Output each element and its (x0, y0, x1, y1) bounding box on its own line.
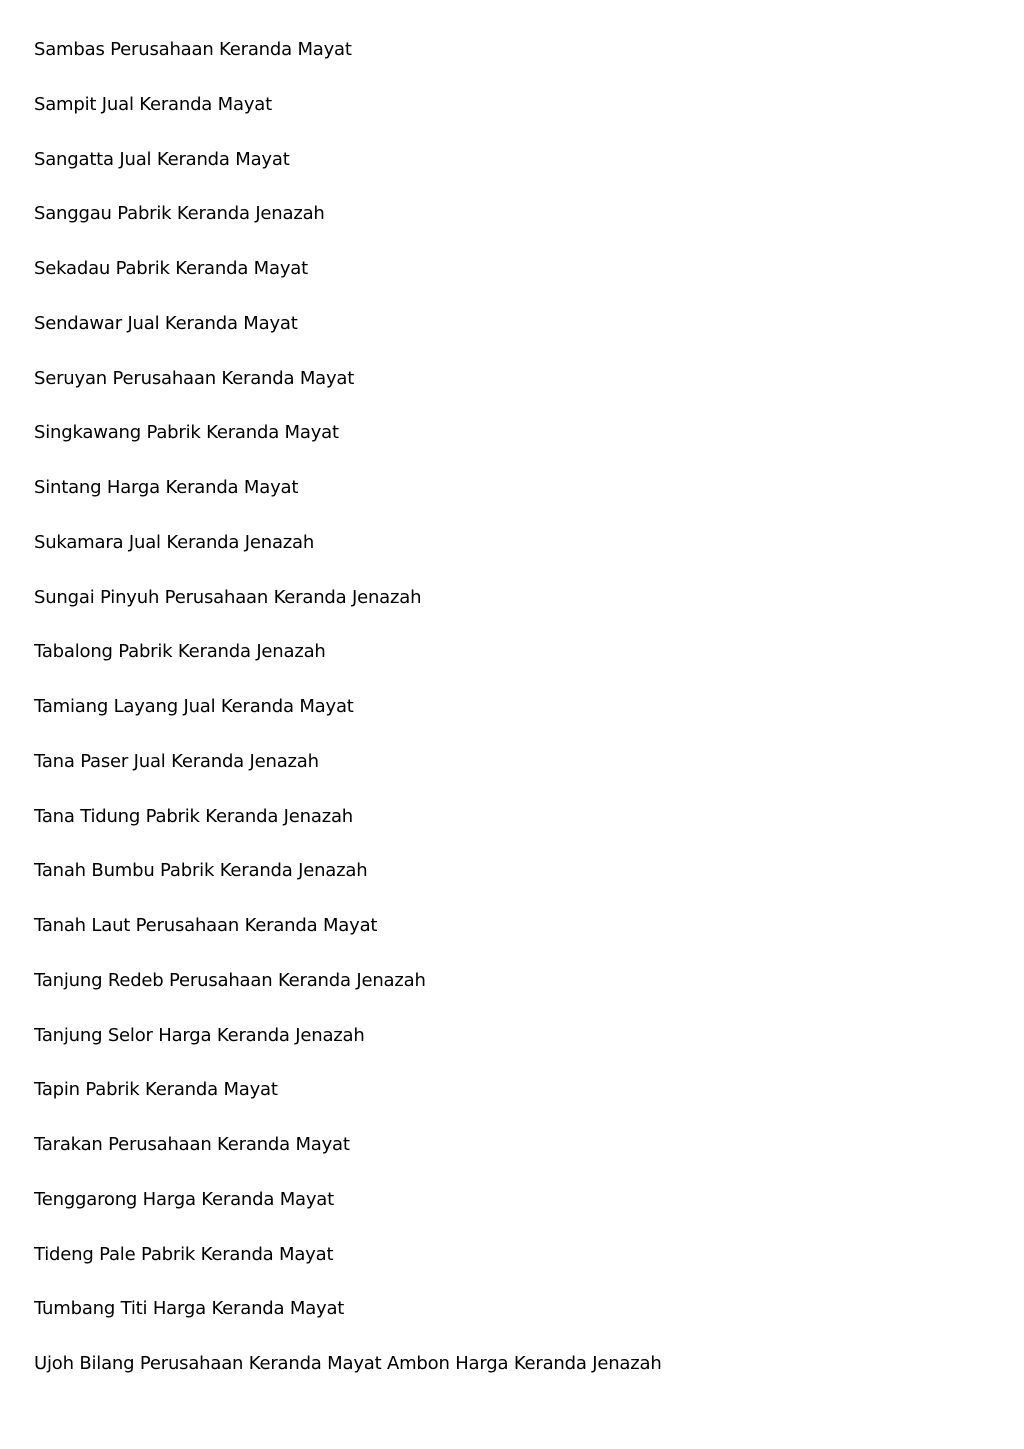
list-item: Tapin Pabrik Keranda Mayat (34, 1079, 278, 1101)
list-item: Tana Paser Jual Keranda Jenazah (34, 750, 319, 772)
list-item: Tanah Bumbu Pabrik Keranda Jenazah (34, 860, 368, 882)
list-item: Sambas Perusahaan Keranda Mayat (34, 39, 352, 60)
list-item: Sendawar Jual Keranda Mayat (34, 312, 298, 334)
list-item: Sungai Pinyuh Perusahaan Keranda Jenazah (34, 586, 422, 608)
list-item: Tanjung Redeb Perusahaan Keranda Jenazah (34, 969, 426, 991)
list-item: Ujoh Bilang Perusahaan Keranda Mayat Ambon Harga Keranda Jenazah (34, 1353, 662, 1374)
list-item: Tarakan Perusahaan Keranda Mayat (34, 1134, 350, 1155)
list-item: Tamiang Layang Jual Keranda Mayat (34, 696, 354, 717)
list-item: Tumbang Titi Harga Keranda Mayat (34, 1298, 345, 1320)
list-item: Singkawang Pabrik Keranda Mayat (34, 422, 339, 444)
list-item: Sukamara Jual Keranda Jenazah (34, 531, 315, 553)
list-item: Tanah Laut Perusahaan Keranda Mayat (34, 915, 378, 936)
list-item: Tanjung Selor Harga Keranda Jenazah (34, 1024, 365, 1046)
list-item: Tabalong Pabrik Keranda Jenazah (34, 641, 326, 663)
list-item: Sampit Jual Keranda Mayat (34, 93, 272, 115)
list-item: Tana Tidung Pabrik Keranda Jenazah (34, 805, 353, 827)
list-item: Tenggarong Harga Keranda Mayat (34, 1188, 335, 1210)
list-item: Sanggau Pabrik Keranda Jenazah (34, 203, 325, 225)
list-item: Sangatta Jual Keranda Mayat (34, 148, 290, 170)
list-item: Seruyan Perusahaan Keranda Mayat (34, 367, 355, 389)
location-list (34, 36, 662, 1405)
list-item: Sekadau Pabrik Keranda Mayat (34, 258, 308, 279)
list-item: Sintang Harga Keranda Mayat (34, 477, 299, 498)
list-item: Tideng Pale Pabrik Keranda Mayat (34, 1243, 334, 1265)
